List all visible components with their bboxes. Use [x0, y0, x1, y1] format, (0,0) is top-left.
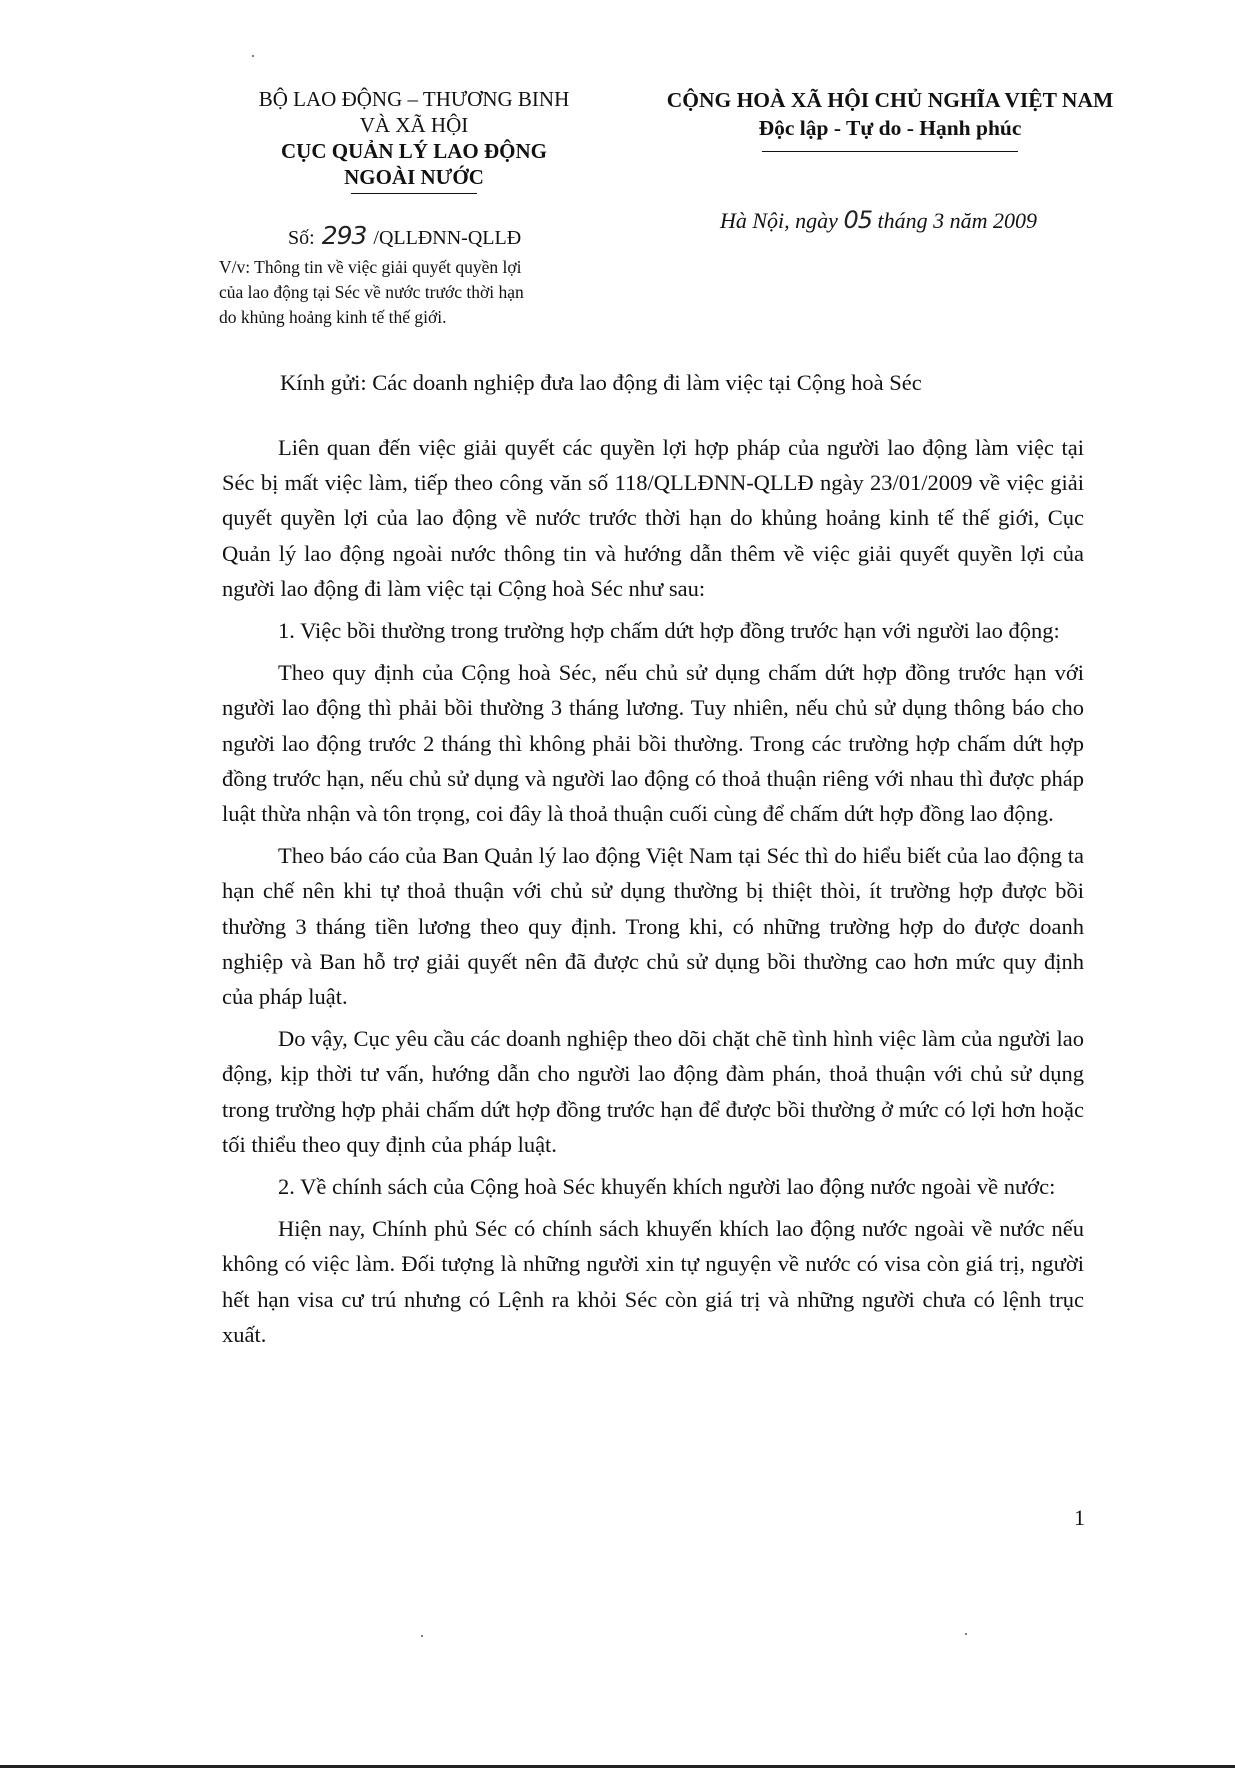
- number-suffix: /QLLĐNN-QLLĐ: [373, 227, 522, 249]
- subject-line: của lao động tại Séc về nước trước thời hạn: [219, 282, 524, 302]
- date-suffix: tháng 3 năm 2009: [877, 208, 1037, 233]
- subject-line: V/v: Thông tin về việc giải quyết quyền lợi: [219, 257, 522, 277]
- agency-underline: [351, 193, 477, 194]
- ministry-name-line1: BỘ LAO ĐỘNG – THƯƠNG BINH: [258, 87, 570, 111]
- section-heading: 2. Về chính sách của Cộng hoà Séc khuyến khích người lao động nước ngoài về nước:: [278, 1174, 1056, 1200]
- national-title-block: [650, 86, 1130, 152]
- date-prefix: Hà Nội, ngày: [720, 208, 838, 233]
- salutation: Kính gửi: Các doanh nghiệp đưa lao động đi làm việc tại Cộng hoà Séc: [280, 370, 922, 395]
- handwritten-number: 293: [321, 221, 367, 250]
- scan-speck: [421, 1635, 423, 1637]
- body-paragraph: Do vậy, Cục yêu cầu các doanh nghiệp theo dõi chặt chẽ tình hình việc làm của người lao động, kịp thời tư vấn, hướng dẫn cho người lao động đàm phán, thoả thuận với chủ sử dụng trong trường hợp phải chấm dứt hợp đồng trước hạn để được bồi thường ở mức có lợi hơn hoặc tối thiểu theo quy định của pháp luật.: [222, 1026, 1084, 1157]
- page-number: 1: [1074, 1505, 1085, 1530]
- motto-underline: [762, 151, 1018, 152]
- subject-line: do khủng hoảng kinh tế thế giới.: [219, 307, 447, 327]
- department-name-line2: NGOÀI NƯỚC: [344, 165, 484, 189]
- scan-edge: [0, 1765, 1235, 1768]
- body-paragraph: Liên quan đến việc giải quyết các quyền lợi hợp pháp của người lao động làm việc tại Séc bị mất việc làm, tiếp theo công văn số 118/QLLĐNN-QLLĐ ngày 23/01/2009 về việc giải quyết quyền lợi của lao động về nước trước thời hạn do khủng hoảng kinh tế thế giới, Cục Quản lý lao động ngoài nước thông tin và hướng dẫn thêm về việc giải quyết quyền lợi của người lao động đi làm việc tại Cộng hoà Séc như sau:: [222, 435, 1084, 601]
- department-name-line1: CỤC QUẢN LÝ LAO ĐỘNG: [280, 139, 547, 163]
- handwritten-day: 05: [843, 206, 872, 234]
- number-prefix: Số:: [288, 227, 315, 249]
- scan-speck: [965, 1633, 967, 1635]
- country-name: CỘNG HOÀ XÃ HỘI CHỦ NGHĨA VIỆT NAM: [666, 88, 1114, 112]
- body-paragraph: Hiện nay, Chính phủ Séc có chính sách khuyến khích lao động nước ngoài về nước nếu không có việc làm. Đối tượng là những người xin tự nguyện về nước có visa còn giá trị, người hết hạn visa cư trú nhưng có Lệnh ra khỏi Séc còn giá trị và những người chưa có lệnh trục xuất.: [222, 1216, 1084, 1347]
- body-paragraph: Theo quy định của Cộng hoà Séc, nếu chủ sử dụng chấm dứt hợp đồng trước hạn với người lao động thì phải bồi thường 3 tháng lương. Tuy nhiên, nếu chủ sử dụng thông báo cho người lao động trước 2 tháng thì không phải bồi thường. Trong các trường hợp chấm dứt hợp đồng trước hạn, nếu chủ sử dụng và người lao động có thoả thuận riêng với nhau thì được pháp luật thừa nhận và tôn trọng, coi đây là thoả thuận cuối cùng để chấm dứt hợp đồng lao động.: [222, 660, 1084, 827]
- issuing-agency-block: [236, 86, 592, 194]
- document-date: [720, 206, 1037, 234]
- document-number: [288, 221, 521, 250]
- body-paragraph: Theo báo cáo của Ban Quản lý lao động Việt Nam tại Séc thì do hiểu biết của lao động ta hạn chế nên khi tự thoả thuận với chủ sử dụng thường bị thiệt thòi, ít trường hợp được bồi thường 3 tháng tiền lương theo quy định. Trong khi, có những trường hợp do được doanh nghiệp và Ban hỗ trợ giải quyết nên đã được chủ sử dụng bồi thường cao hơn mức quy định của pháp luật.: [222, 843, 1084, 1010]
- section-heading: 1. Việc bồi thường trong trường hợp chấm dứt hợp đồng trước hạn với người lao động:: [278, 618, 1060, 644]
- national-motto: Độc lập - Tự do - Hạnh phúc: [758, 116, 1022, 140]
- subject-block: [219, 255, 639, 330]
- letter-body: [222, 430, 1084, 1359]
- scan-speck: [252, 55, 254, 57]
- ministry-name-line2: VÀ XÃ HỘI: [359, 113, 469, 137]
